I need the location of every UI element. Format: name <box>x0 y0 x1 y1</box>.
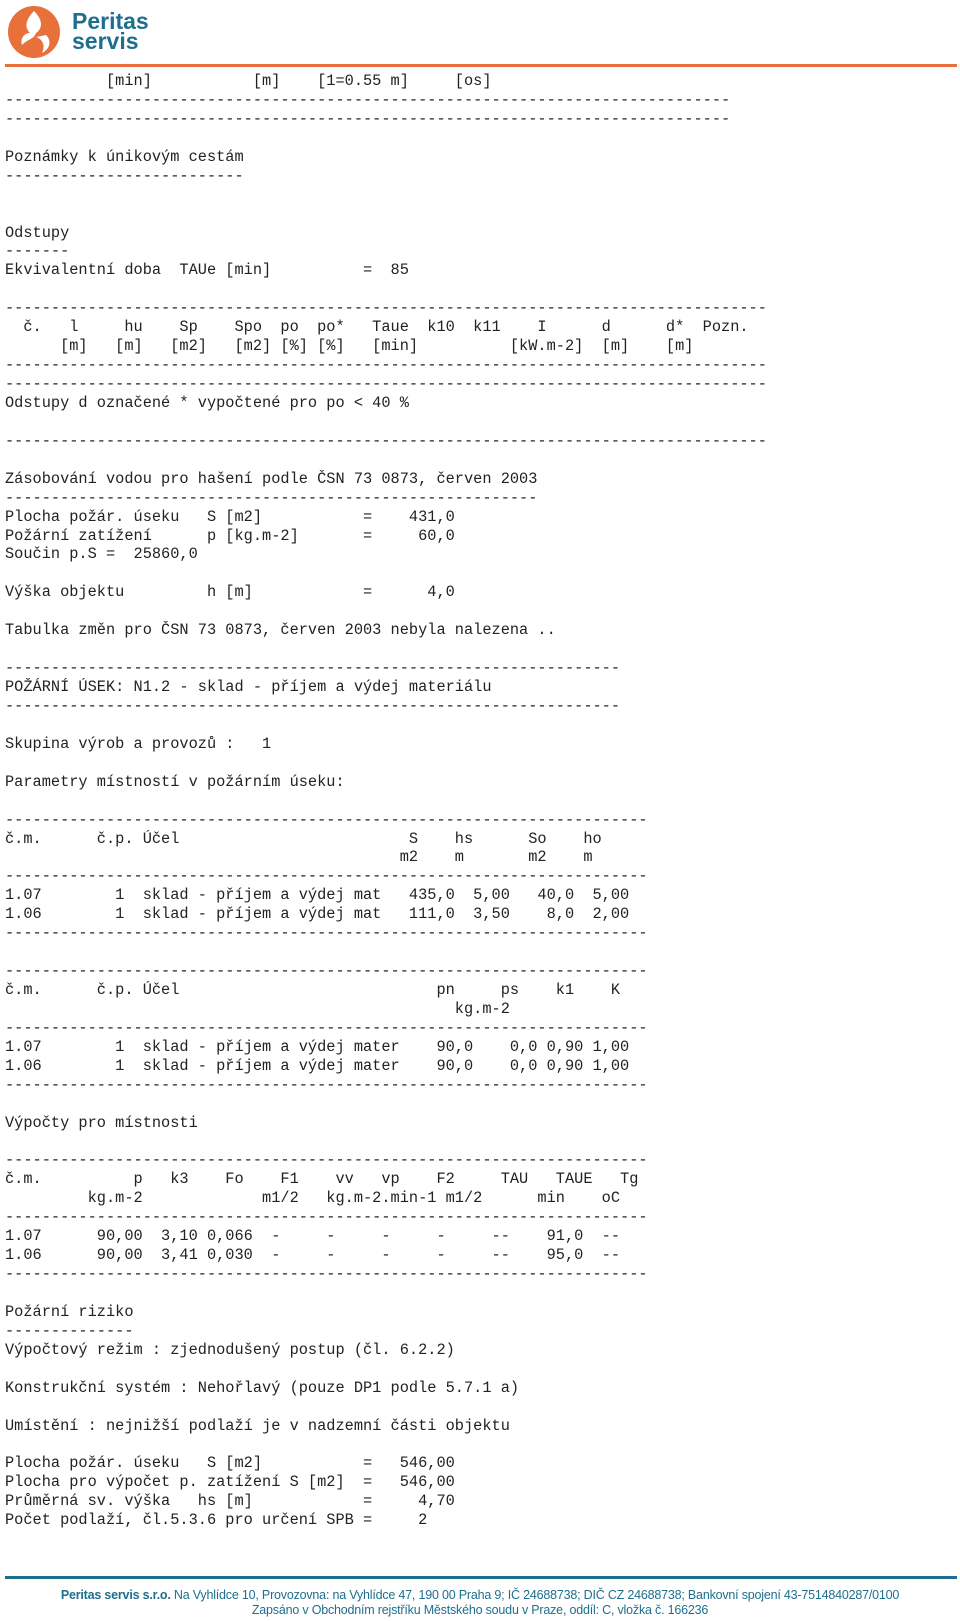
report-body <box>5 72 955 1530</box>
report-line: ----------------------------------------------------------------------------------- <box>5 431 767 450</box>
report-line: ------------------------------------------------------------------- <box>5 659 621 678</box>
report-line: ----------------------------------------------------------------------------------- <box>5 375 767 393</box>
report-line: Počet podlaží, čl.5.3.6 pro určení SPB = 2 <box>5 1511 428 1530</box>
report-line: Konstrukční systém : Nehořlavý (pouze DP1 podle 5.7.1 a) <box>5 1378 520 1397</box>
page-footer <box>0 1576 960 1621</box>
report-line: 1.06 1 sklad - příjem a výdej mat 111,0 3,50 8,0 2,00 <box>5 905 630 924</box>
report-line <box>5 716 955 735</box>
peritas-logo-icon <box>6 3 62 59</box>
header-divider <box>5 64 957 67</box>
report-line: [m] [m] [m2] [m2] [%] [%] [min] [kW.m-2] [m] [m] <box>5 337 694 356</box>
report-line: Umístění : nejnižší podlaží je v nadzemní části objektu <box>5 1416 510 1435</box>
report-line: ---------------------------------------------------------------------- <box>5 1265 648 1284</box>
report-line: ---------------------------------------------------------------------- <box>5 810 648 829</box>
report-line: Plocha požár. úseku S [m2] = 431,0 <box>5 507 455 526</box>
report-line <box>5 1095 955 1114</box>
report-line: č.m. č.p. Účel pn ps k1 K <box>5 981 621 999</box>
report-line: 1.07 90,00 3,10 0,066 - - - - -- 91,0 -- <box>5 1227 621 1246</box>
report-line <box>5 792 955 811</box>
report-line: ---------------------------------------------------------------------- <box>5 1018 648 1037</box>
report-line <box>5 1360 955 1379</box>
brand-name-line1: Peritas <box>72 8 149 34</box>
footer-divider <box>5 1576 957 1579</box>
report-line <box>5 602 955 621</box>
footer-address-text: Na Vyhlídce 10, Provozovna: na Vyhlídce 47, 190 00 Praha 9; IČ 24688738; DIČ CZ 24688738; Bankovní spojení 43-7514840287/0100 <box>173 1588 900 1602</box>
report-line <box>5 186 955 205</box>
report-line: ---------------------------------------------------------- <box>5 488 538 507</box>
report-line: kg.m-2 <box>5 999 510 1018</box>
report-line: ----------------------------------------------------------------------------------- <box>5 299 767 318</box>
report-line: Výška objektu h [m] = 4,0 <box>5 583 455 602</box>
brand-name-line2: servis <box>72 28 139 54</box>
report-line: 1.07 1 sklad - příjem a výdej mater 90,0 0,0 0,90 1,00 <box>5 1037 630 1056</box>
report-line: 1.07 1 sklad - příjem a výdej mat 435,0 5,00 40,0 5,00 <box>5 886 630 905</box>
report-line <box>5 640 955 659</box>
report-line <box>5 1398 955 1417</box>
report-line: POŽÁRNÍ ÚSEK: N1.2 - sklad - příjem a výdej materiálu <box>5 678 492 696</box>
report-line: Parametry místností v požárním úseku: <box>5 772 345 791</box>
report-line: Ekvivalentní doba TAUe [min] = 85 <box>5 261 409 280</box>
report-line: ---------------------------------------------------------------------- <box>5 1075 648 1094</box>
report-line: Tabulka změn pro ČSN 73 0873, červen 2003 nebyla nalezena .. <box>5 621 556 640</box>
report-line: Skupina výrob a provozů : 1 <box>5 734 272 753</box>
report-line: Součin p.S = 25860,0 <box>5 545 198 564</box>
report-line <box>5 205 955 224</box>
report-line <box>5 564 955 583</box>
report-line: Výpočty pro místnosti <box>5 1113 198 1132</box>
report-line: ---------------------------------------------------------------------- <box>5 867 648 886</box>
report-line: Průměrná sv. výška hs [m] = 4,70 <box>5 1492 455 1511</box>
report-line <box>5 1436 955 1455</box>
report-line: m2 m m2 m <box>5 848 593 867</box>
report-line: ------------------------------------------------------------------- <box>5 696 621 715</box>
report-line <box>5 451 955 470</box>
page-header <box>0 0 960 70</box>
report-line: č. l hu Sp Spo po po* Taue k10 k11 I d d* Pozn. <box>5 318 749 337</box>
brand-wordmark <box>72 8 149 54</box>
report-line <box>5 280 955 299</box>
report-line <box>5 943 955 962</box>
report-line: ---------------------------------------------------------------------- <box>5 924 648 943</box>
report-line: Výpočtový režim : zjednodušený postup (čl. 6.2.2) <box>5 1340 455 1359</box>
report-line <box>5 1284 955 1303</box>
report-line: [min] [m] [1=0.55 m] [os] <box>5 72 492 90</box>
report-line: Odstupy d označené * vypočtené pro po < 40 % <box>5 393 409 412</box>
report-line: Zásobování vodou pro hašení podle ČSN 73 0873, červen 2003 <box>5 469 538 488</box>
report-line <box>5 129 955 148</box>
report-line <box>5 1133 955 1152</box>
report-line <box>5 754 955 773</box>
report-line: 1.06 1 sklad - příjem a výdej mater 90,0 0,0 0,90 1,00 <box>5 1056 630 1075</box>
footer-address <box>0 1588 960 1602</box>
report-line: ------- <box>5 242 70 261</box>
report-line: č.m. č.p. Účel S hs So ho <box>5 829 602 848</box>
footer-company: Peritas servis s.r.o. <box>60 1588 171 1602</box>
report-line: ------------------------------------------------------------------------------- <box>5 109 731 128</box>
report-line <box>5 413 955 432</box>
report-line: ---------------------------------------------------------------------- <box>5 1151 648 1170</box>
footer-registry: Zapsáno v Obchodním rejstříku Městského soudu v Praze, oddíl: C, vložka č. 166236 <box>251 1603 709 1617</box>
report-line: Požární riziko <box>5 1302 134 1321</box>
report-line: Plocha pro výpočet p. zatížení S [m2] = 546,00 <box>5 1473 455 1492</box>
report-line: ---------------------------------------------------------------------- <box>5 962 648 981</box>
report-line: ---------------------------------------------------------------------- <box>5 1208 648 1227</box>
report-line: č.m. p k3 Fo F1 vv vp F2 TAU TAUE Tg <box>5 1170 639 1189</box>
report-line: 1.06 90,00 3,41 0,030 - - - - -- 95,0 -- <box>5 1246 621 1265</box>
report-line: -------------------------- <box>5 166 244 185</box>
report-line: ----------------------------------------------------------------------------------- <box>5 356 767 375</box>
report-line: -------------- <box>5 1321 134 1340</box>
report-line: Poznámky k únikovým cestám <box>5 147 244 166</box>
report-line: Odstupy <box>5 223 70 242</box>
report-line: ------------------------------------------------------------------------------- <box>5 90 731 109</box>
report-line: Požární zatížení p [kg.m-2] = 60,0 <box>5 526 455 545</box>
report-line: Plocha požár. úseku S [m2] = 546,00 <box>5 1454 455 1473</box>
report-line: kg.m-2 m1/2 kg.m-2.min-1 m1/2 min oC <box>5 1189 621 1208</box>
